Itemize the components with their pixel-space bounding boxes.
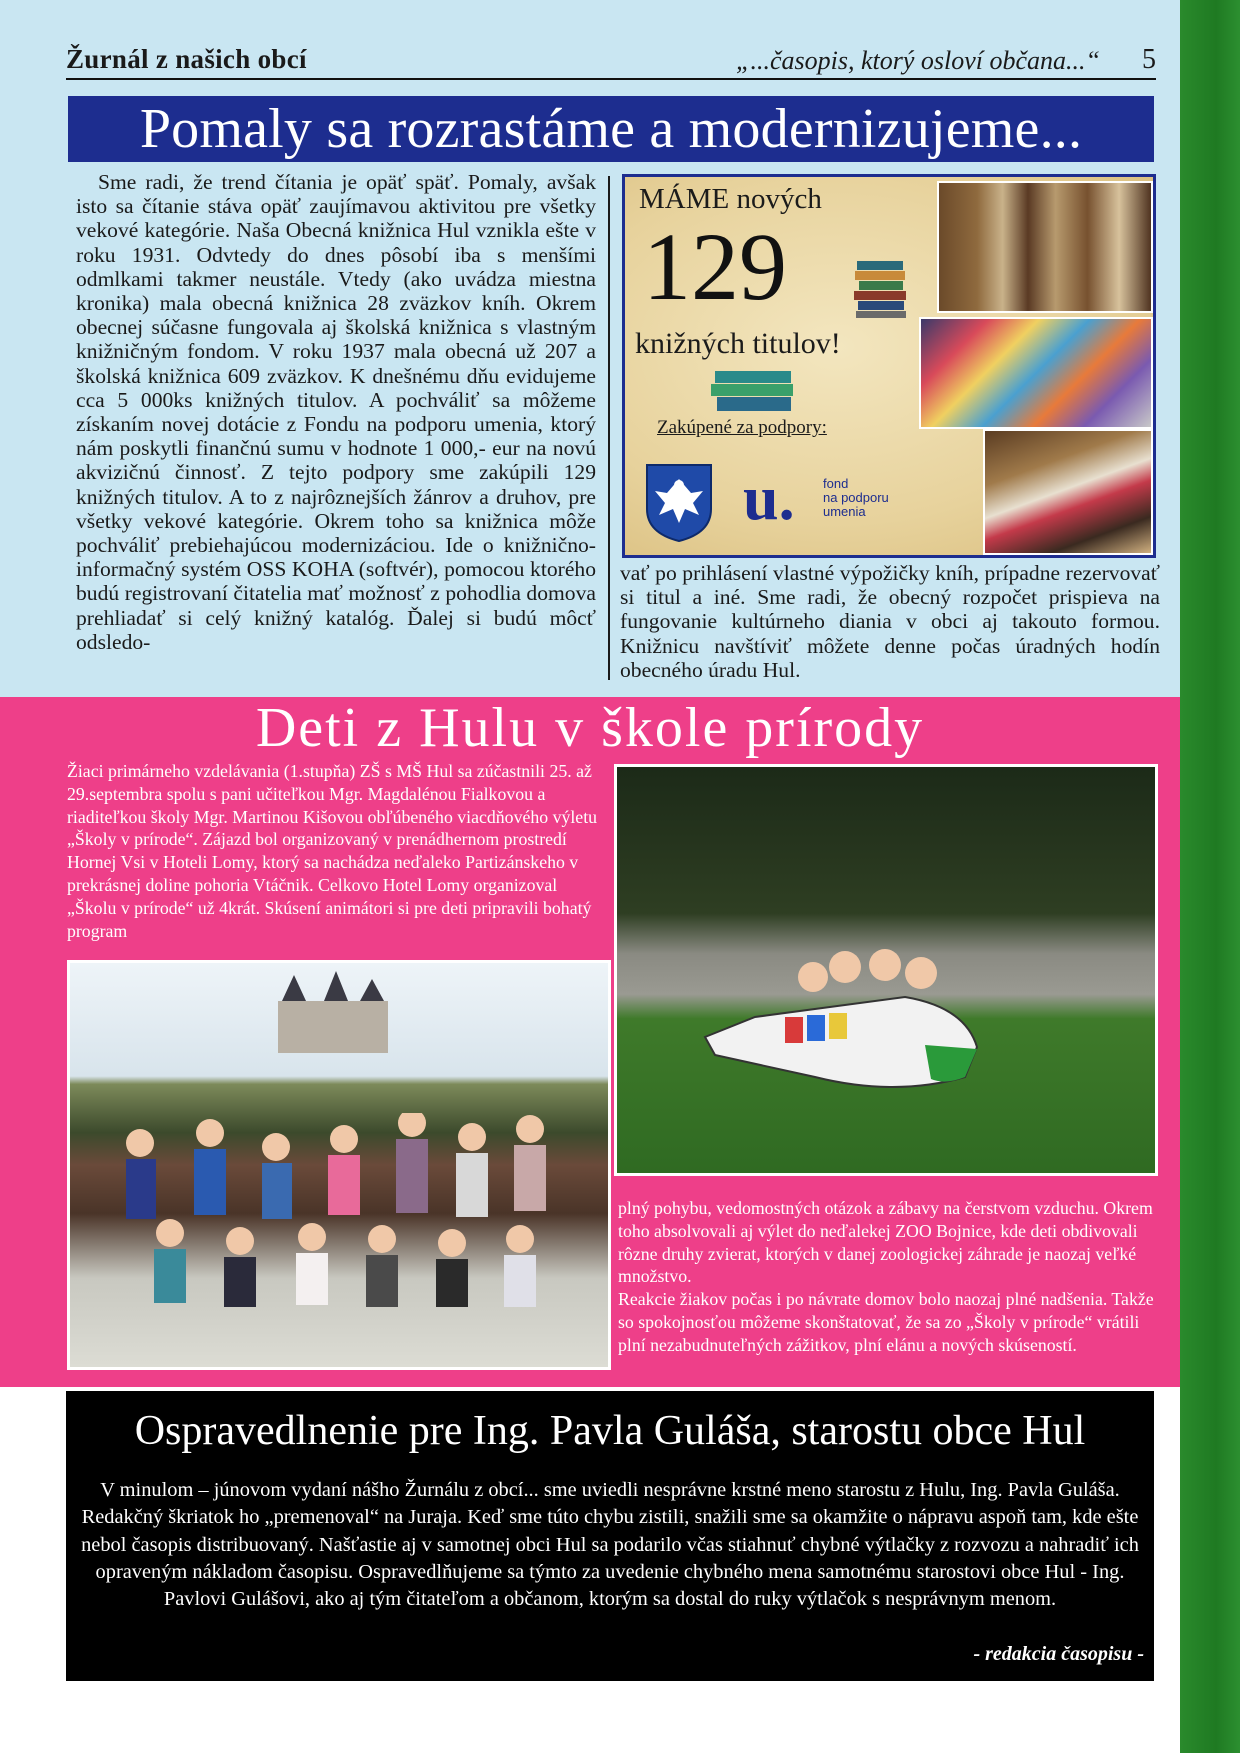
- poster-number: 129: [643, 213, 787, 320]
- column-divider: [608, 176, 610, 680]
- page-number: 5: [1142, 44, 1156, 75]
- coat-of-arms-icon: [645, 463, 713, 543]
- poster-support-note: Zakúpené za podpory:: [657, 417, 827, 438]
- toy-plane-illustration: [695, 927, 985, 1103]
- article2-text-outro-p1: plný pohybu, vedomostných otázok a zábavy na čerstvom vzduchu. Okrem toho absolvovali aj výlet do neďalekej ZOO Bojnice, kde deti obdivovali rôzne druhy zvierat, ktorých v danej zoologickej záhrade je naozaj veľké množstvo.: [618, 1198, 1153, 1287]
- article2-text-outro-p2: Reakcie žiakov počas i po návrate domov bolo naozaj plné nadšenia. Takže so spokojnosťou môžeme skonštatovať, že sa zo „Školy v prírode“ vrátili plní nezabudnuteľných zážitkov, plní elánu a nových skúseností.: [618, 1289, 1154, 1355]
- article1-text-left: [76, 170, 596, 654]
- fund-logo-letter: u.: [743, 462, 795, 531]
- fund-name: [823, 477, 889, 519]
- library-photo-shelves: [937, 181, 1153, 313]
- article3-signature: - redakcia časopisu -: [973, 1643, 1144, 1665]
- castle-illustration: [268, 971, 398, 1053]
- books-stack-icon: [853, 257, 909, 319]
- article2-title: Deti z Hulu v škole prírody: [255, 697, 925, 759]
- library-poster: [622, 174, 1156, 558]
- magazine-slogan: „...časopis, ktorý osloví občana...“: [736, 46, 1100, 75]
- fund-name-line3: umenia: [823, 504, 866, 519]
- books-stack-icon: [711, 367, 797, 415]
- fund-name-line2: na podporu: [823, 490, 889, 505]
- magazine-title: Žurnál z našich obcí: [66, 44, 307, 74]
- photo-kids-plane: [614, 764, 1158, 1176]
- article1-title: Pomaly sa rozrastáme a modernizujeme...: [68, 96, 1154, 162]
- article1-text-right: vať po prihlásení vlastné výpožičky kníh, prípadne rezervovať si titul a iné. Sme radi, že obecný rozpočet prispieva na fungovanie kultúrneho diania v obci aj takouto formou. Knižnicu navštíviť môžete denne počas úradných hodín obecného úradu Hul.: [620, 561, 1160, 682]
- article2-text-intro: Žiaci primárneho vzdelávania (1.stupňa) ZŠ s MŠ Hul sa zúčastnili 25. až 29.septembra spolu s pani učiteľkou Mgr. Magdalénou Fialkovou a riaditeľkou školy Mgr. Martinou Kišovou obľúbeného viacdňového výletu „Školy v prírode“. Zájazd bol organizovaný v prenádhernom prostredí Hornej Vsi v Hoteli Lomy, ktorý sa nachádza neďaleko Partizánskeho v prekrásnej doline pohoria Vtáčnik. Celkovo Hotel Lomy organizoval „Školu v prírode“ už 4krát. Skúsení animátori si pre deti pripravili bohatý program: [67, 761, 598, 941]
- fund-logo-icon: [743, 461, 803, 531]
- fund-name-line1: fond: [823, 476, 849, 491]
- poster-headline: MÁME nových: [639, 183, 822, 215]
- poster-subline: knižných titulov!: [635, 327, 841, 360]
- children-group-illustration: [100, 1113, 590, 1323]
- photo-group-castle: [67, 960, 611, 1370]
- article3-text: V minulom – júnovom vydaní nášho Žurnálu z obcí... sme uviedli nesprávne krstné meno starostu z Hulu, Ing. Pavla Guláša. Redakčný škriatok ho „premenoval“ na Juraja. Keď sme túto chybu zistili, snažili sme sa okamžite o nápravu aspoň tam, kde ešte nebol časopis distribuovaný. Našťastie aj v samotnej obci Hul sa podarilo včas stiahnuť chybné výtlačky z rozvozu a nahradiť ich opraveným nákladom časopisu. Ospravedlňujeme sa týmto za uvedenie chybného mena samotnému starostovi obce Hul - Ing. Pavlovi Gulášovi, ako aj tým čitateľom a občanom, ktorým sa dostal do ruky výtlačok s nesprávnym menom.: [81, 1479, 1139, 1611]
- page-header: [66, 40, 1156, 80]
- library-photo-books: [919, 317, 1153, 429]
- article3-title: Ospravedlnenie pre Ing. Pavla Guláša, starostu obce Hul: [134, 1408, 1086, 1454]
- article1-text-left-body: Sme radi, že trend čítania je opäť späť. Pomaly, avšak isto sa čítanie stáva opäť zaujímavou aktivitou pre všetky vekové kategórie. Naša Obecná knižnica Hul vznikla ešte v roku 1931. Odvtedy do dnes pôsobí iba s menšími odmlkami takmer neustále. Vtedy (ako uvádza miestna kronika) mala obecná knižnica 28 zväzkov kníh. Okrem obecnej súčasne fungovala aj školská knižnica s vlastným knižničným fondom. V roku 1937 mala obecná už 207 a školská knižnica 609 zväzkov. K dnešnému dňu evidujeme cca 5 000ks knižných titulov. A pochváliť sa môžeme získaním novej dotácie z Fondu na podporu umenia, ktorý nám poskytli finančnú sumu v hodnote 1 000,- eur na novú akvizičnú činnosť. Z tejto podpory sme zakúpili 129 knižných titulov. A to z najrôznejších žánrov a druhov, pre všetky vekové kategórie. Okrem toho sa knižnica môže pochváliť prebiehajúcou modernizáciou. Ide o knižnično-informačný systém OSS KOHA (softvér), pomocou ktorého budú registrovaní čitatelia mať možnosť z pohodlia domova prehliadať si celý knižný katalóg. Ďalej si budú môcť odsledo-: [76, 170, 596, 654]
- library-photo-readers: [983, 429, 1153, 555]
- apology-box: [66, 1391, 1154, 1681]
- page-edge-strip: [1180, 0, 1240, 1753]
- article2-text-outro: [618, 1197, 1158, 1357]
